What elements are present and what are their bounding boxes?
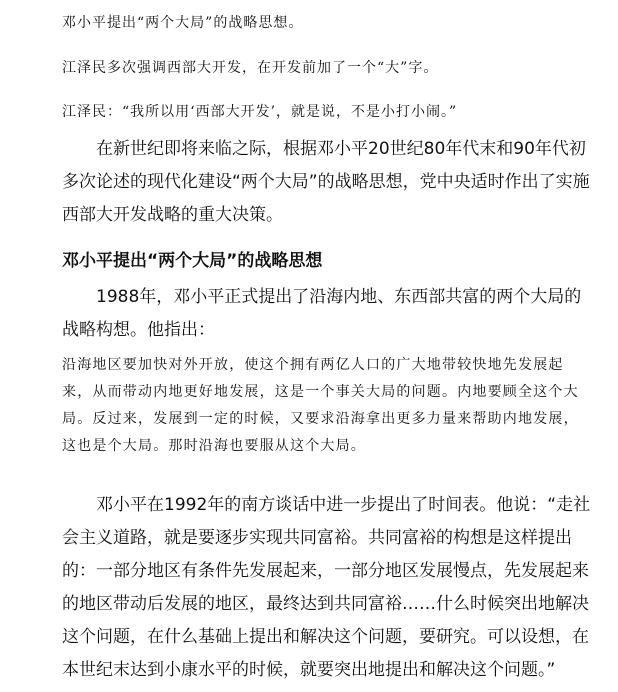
paragraph-intro: 在新世纪即将来临之际，根据邓小平20世纪80年代末和90年代初多次论述的现代化建设“两个大局”的战略思想，党中央适时作出了实施西部大开发战略的重大决策。 bbox=[62, 139, 590, 225]
section-heading: 邓小平提出“两个大局”的战略思想 bbox=[62, 251, 323, 271]
paragraph-1988: 1988年，邓小平正式提出了沿海内地、东西部共富的两个大局的战略构想。他指出： bbox=[62, 287, 582, 340]
paragraph-1992: 邓小平在1992年的南方谈话中进一步提出了时间表。他说：“走社会主义道路，就是要逐步实现共同富裕。共同富裕的构想是这样提出的：一部分地区有条件先发展起来，一部分地区发展慢点，先发展起来的地区带动后发展的地区，最终达到共同富裕……什么时候突出地解决这个问题，在什么基础上提出和解决这个问题，要研究。可以设想，在本世纪末达到小康水平的时候，就要突出地提出和解决这个问题。” bbox=[62, 495, 591, 680]
note-line-2: 江泽民多次强调西部大开发，在开发前加了一个“大”字。 bbox=[62, 60, 439, 76]
note-line-3: 江泽民：“我所以用‘西部大开发’，就是说，不是小打小闹。” bbox=[62, 104, 458, 120]
deng-quote-block: 沿海地区要加快对外开放，使这个拥有两亿人口的广大地带较快地先发展起来，从而带动内地更好地发展，这是一个事关大局的问题。内地要顾全这个大局。反过来，发展到一定的时候，又要求沿海拿出更多力量来帮助内地发展，这也是个大局。那时沿海也要服从这个大局。 bbox=[62, 357, 579, 454]
note-line-1: 邓小平提出“两个大局”的战略思想。 bbox=[62, 15, 304, 31]
